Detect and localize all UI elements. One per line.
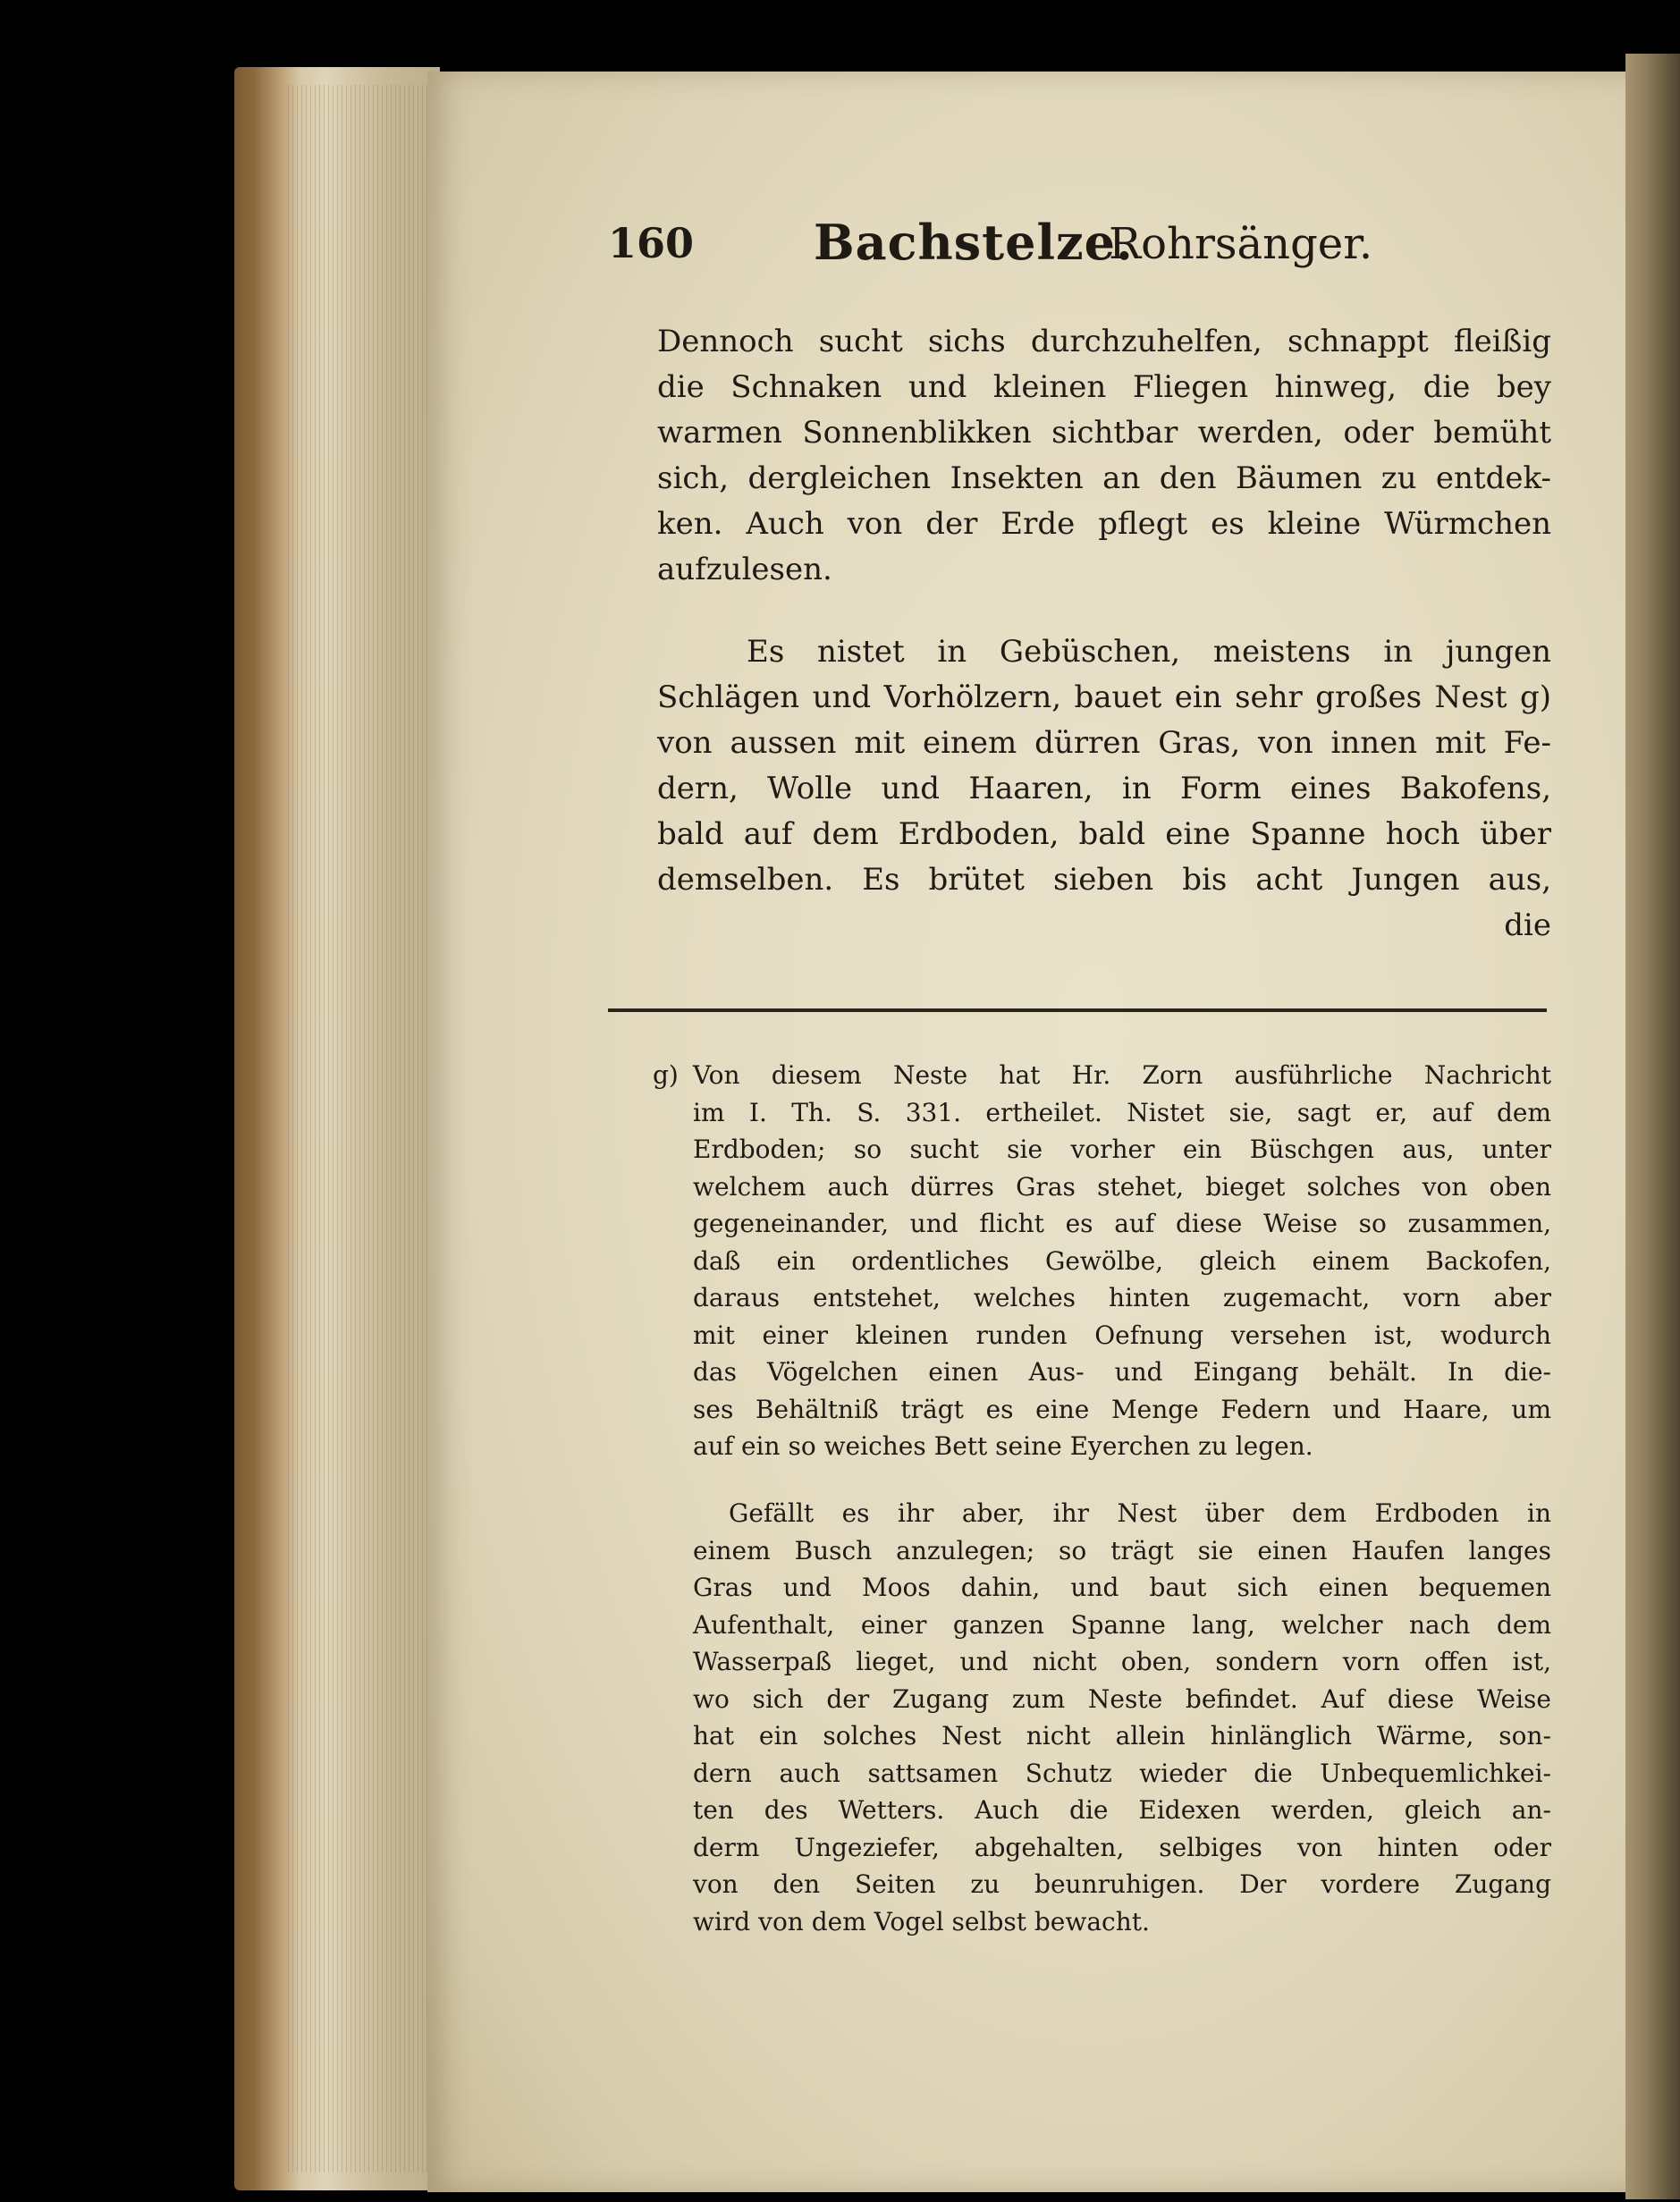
footnote-line: Gras und Moos dahin, und baut sich einen bequemen — [693, 1573, 1551, 1602]
text-line: von aussen mit einem dürren Gras, von innen mit Fe- — [657, 725, 1551, 761]
footnote-line: ten des Wetters. Auch die Eidexen werden, gleich an- — [693, 1795, 1551, 1825]
footnote-line: dern auch sattsamen Schutz wieder die Unbequemlichkei- — [693, 1758, 1551, 1788]
text-line: aufzulesen. — [657, 552, 832, 587]
text-line: die Schnaken und kleinen Fliegen hinweg, die bey — [657, 369, 1551, 405]
footnote-line: welchem auch dürres Gras stehet, bieget solches von oben — [693, 1171, 1551, 1202]
text-line: ken. Auch von der Erde pflegt es kleine Würmchen — [657, 506, 1551, 542]
footnote-line: gegeneinander, und flicht es auf diese Weise so zusammen, — [693, 1209, 1551, 1238]
facing-page-edge — [1625, 54, 1680, 2199]
footnote-paragraph-2 — [693, 1495, 1551, 1940]
footnote-line: im I. Th. S. 331. ertheilet. Nistet sie, sagt er, auf dem — [693, 1097, 1551, 1127]
footnote-line: Gefällt es ihr aber, ihr Nest über dem Erdboden in — [729, 1498, 1551, 1528]
footnote-paragraph-1 — [693, 1057, 1551, 1465]
footnote-line: Aufenthalt, einer ganzen Spanne lang, welcher nach dem — [693, 1609, 1551, 1640]
footnote-marker: g) — [653, 1060, 679, 1090]
footnote-line: das Vögelchen einen Aus- und Eingang behält. In die- — [693, 1357, 1551, 1387]
footnote-line: Von diesem Neste hat Hr. Zorn ausführliche Nachricht — [693, 1060, 1551, 1090]
body-paragraph-1 — [657, 319, 1551, 593]
text-line: sich, dergleichen Insekten an den Bäumen zu entdek- — [657, 460, 1551, 496]
page-number: 160 — [608, 219, 695, 267]
page-edges — [234, 67, 440, 2190]
text-line: Schlägen und Vorhölzern, bauet ein sehr großes Nest g) — [657, 679, 1551, 715]
catchword: die — [1504, 907, 1551, 943]
footnote-line: Erdboden; so sucht sie vorher ein Büschgen aus, unter — [693, 1135, 1551, 1164]
footnote-line: derm Ungeziefer, abgehalten, selbiges von hinten oder — [693, 1832, 1551, 1862]
text-line: bald auf dem Erdboden, bald eine Spanne hoch über — [657, 816, 1551, 852]
footnote-line: mit einer kleinen runden Oefnung versehen ist, wodurch — [693, 1320, 1551, 1350]
text-line: dern, Wolle und Haaren, in Form eines Bakofens, — [657, 771, 1551, 806]
footnote-line: einem Busch anzulegen; so trägt sie einen Haufen langes — [693, 1535, 1551, 1565]
footnote-rule — [608, 1008, 1547, 1012]
footnote-line: daß ein ordentliches Gewölbe, gleich einem Backofen, — [693, 1245, 1551, 1276]
running-head-subtitle: Rohrsänger. — [1109, 219, 1373, 269]
footnote-line: wo sich der Zugang zum Neste befindet. Auf diese Weise — [693, 1683, 1551, 1714]
footnote-line: auf ein so weiches Bett seine Eyerchen zu legen. — [693, 1431, 1313, 1461]
body-paragraph-2 — [657, 629, 1551, 949]
text-line: demselben. Es brütet sieben bis acht Jungen aus, — [657, 862, 1551, 898]
footnote-line: ses Behältniß trägt es eine Menge Federn und Haare, um — [693, 1394, 1551, 1424]
footnote-line: daraus entstehet, welches hinten zugemacht, vorn aber — [693, 1283, 1551, 1312]
running-head — [608, 214, 1373, 282]
footnote-line: wird von dem Vogel selbst bewacht. — [693, 1906, 1150, 1936]
footnote-line: von den Seiten zu beunruhigen. Der vordere Zugang — [693, 1869, 1551, 1899]
text-line: warmen Sonnenblikken sichtbar werden, oder bemüht — [657, 415, 1551, 451]
text-line: Es nistet in Gebüschen, meistens in jungen — [747, 634, 1551, 670]
running-head-title: Bachstelze. — [814, 214, 1134, 271]
footnote-line: hat ein solches Nest nicht allein hinlänglich Wärme, son- — [693, 1721, 1551, 1751]
text-line: Dennoch sucht sichs durchzuhelfen, schnappt fleißig — [657, 324, 1551, 359]
footnote-line: Wasserpaß lieget, und nicht oben, sondern vorn offen ist, — [693, 1647, 1551, 1676]
